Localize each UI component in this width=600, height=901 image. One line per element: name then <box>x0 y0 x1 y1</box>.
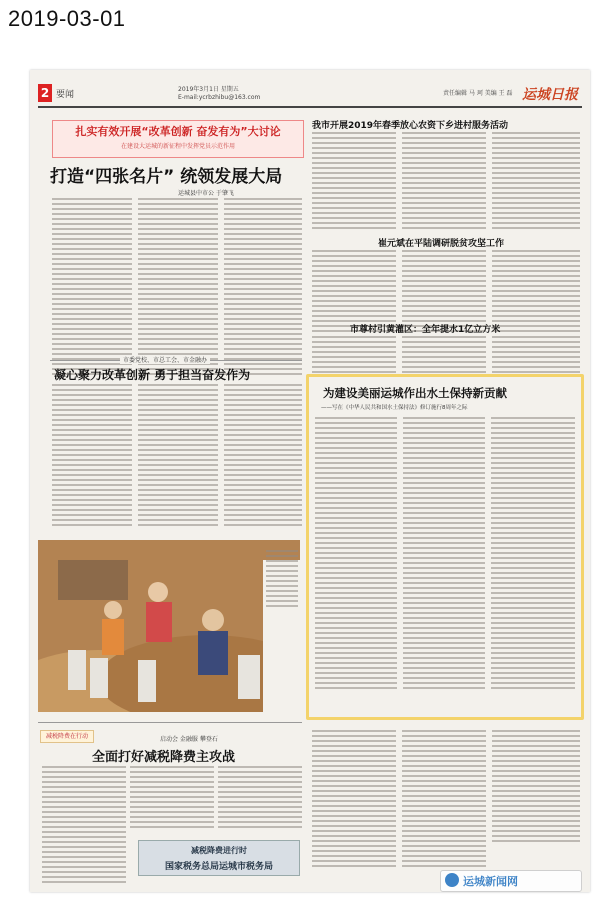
text-column <box>403 417 485 692</box>
tax-banner <box>138 840 300 876</box>
tax-banner-org: 国家税务总局运城市税务局 <box>164 862 273 872</box>
kicker-tax: 启动会 金融服 攀登石 <box>160 736 218 743</box>
headline-agri-supplies: 我市开展2019年春季放心农资下乡进村服务活动 <box>312 121 509 131</box>
section-tag: 减税降费在行动 <box>40 730 94 743</box>
headline-four-cards: 打造“四张名片” 统领发展大局 <box>50 167 283 187</box>
text-column <box>130 766 214 831</box>
globe-icon <box>445 873 459 887</box>
masthead <box>38 84 582 108</box>
campaign-subtitle: 在建设大运城的新征程中发挥党员示范作用 <box>120 143 235 150</box>
capture-date: 2019-03-01 <box>8 6 126 31</box>
text-column <box>402 730 486 870</box>
text-column <box>492 730 580 845</box>
text-column <box>52 384 132 529</box>
text-column <box>52 198 132 378</box>
watermark-text: 运城新闻网 <box>463 875 518 888</box>
page-number: 2 <box>38 84 52 102</box>
text-column <box>224 198 302 378</box>
photo-illustration <box>38 540 300 712</box>
photo-caption <box>266 550 298 610</box>
text-column <box>42 766 126 886</box>
text-column <box>312 730 396 870</box>
headline-poverty: 崔元斌在平陆调研脱贫攻坚工作 <box>378 239 505 249</box>
text-column <box>492 336 580 376</box>
section-name: 要闻 <box>56 90 75 100</box>
newspaper-logo: 运城日报 <box>522 87 578 103</box>
headline-reform: 凝心聚力改革创新 勇于担当奋发作为 <box>54 368 251 382</box>
text-column <box>402 132 486 232</box>
text-column <box>492 250 580 335</box>
tax-banner-title: 减税降费进行时 <box>191 846 247 855</box>
news-photo <box>38 540 300 712</box>
campaign-title: 扎实有效开展“改革创新 奋发有为”大讨论 <box>75 125 281 138</box>
feature-subheading: ——写在《中华人民共和国水土保持法》修订施行8周年之际 <box>321 405 468 411</box>
text-column <box>138 198 218 378</box>
text-column <box>138 384 218 529</box>
issue-date: 2019年3月1日 星期五 <box>178 86 239 93</box>
newspaper-page <box>30 70 590 892</box>
issue-info <box>178 86 260 102</box>
campaign-banner <box>52 120 304 158</box>
highlighted-article <box>306 374 584 720</box>
byline: 运城县中市公 于肇飞 <box>178 190 234 197</box>
feature-headline: 为建设美丽运城作出水土保持新贡献 <box>323 386 507 400</box>
text-column <box>402 336 486 376</box>
email: E-mail:ycrbzhibu@163.com <box>178 94 261 101</box>
editors: 责任编辑 马 珂 美编 王 磊 <box>443 90 513 97</box>
headline-tax-cuts: 全面打好减税降费主攻战 <box>92 750 236 765</box>
kicker-party-school: 市委党校、市总工会、市金融办 <box>120 355 210 364</box>
headline-irrigation: 市尊村引黄灌区：全年提水1亿立方米 <box>350 325 501 335</box>
text-column <box>491 417 575 692</box>
watermark <box>440 870 582 892</box>
text-column <box>315 417 397 692</box>
text-column <box>492 132 580 232</box>
text-column <box>312 132 396 232</box>
text-column <box>312 336 396 376</box>
text-column <box>224 384 302 529</box>
text-column <box>218 766 302 831</box>
